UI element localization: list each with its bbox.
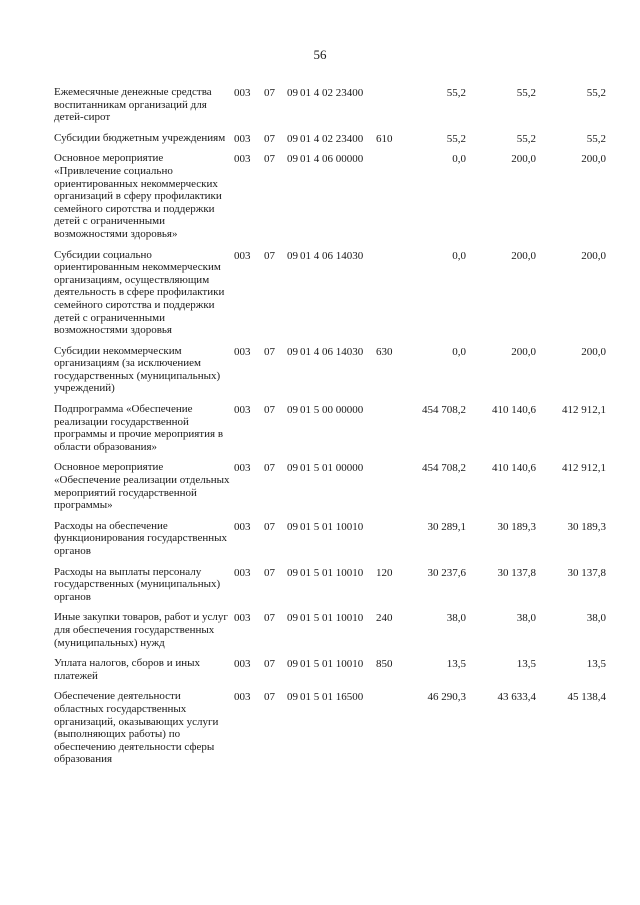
section-code: 07: [264, 658, 275, 671]
amount-year-2: 200,0: [511, 249, 536, 262]
ved-code: 003: [234, 566, 251, 579]
table-row: [54, 345, 614, 395]
subsection-code: 09: [287, 520, 298, 533]
subsection-code: 09: [287, 658, 298, 671]
amount-year-2: 30 137,8: [497, 566, 536, 579]
target-article-code: 01 5 00 00000: [300, 404, 364, 417]
subsection-code: 09: [287, 691, 298, 704]
ved-code: 003: [234, 462, 251, 475]
amount-year-3: 30 137,8: [567, 566, 606, 579]
table-row: [54, 690, 614, 766]
ved-code: 003: [234, 249, 251, 262]
table-row: [54, 403, 614, 453]
target-article-code: 01 4 06 00000: [300, 153, 364, 166]
amount-year-2: 55,2: [516, 87, 536, 99]
amount-year-2: 200,0: [511, 345, 536, 358]
amount-year-1: 55,2: [446, 87, 466, 99]
table-row: [54, 657, 614, 682]
amount-year-1: 0,0: [452, 345, 466, 358]
row-name: Субсидии некоммерческим организациям (за исключением государственных (муниципальных) учреждений): [54, 344, 221, 395]
row-name: Субсидии бюджетным учреждениям: [54, 131, 226, 144]
subsection-code: 09: [287, 404, 298, 417]
expense-type-code: 610: [376, 132, 393, 145]
subsection-code: 09: [287, 132, 298, 145]
row-name: Основное мероприятие «Привлечение социально ориентированных некоммерческих организаций в сферу профилактики семейного сиротства и поддержки детей с ограниченными возможностями здоровья»: [54, 152, 222, 240]
amount-year-1: 0,0: [452, 153, 466, 166]
amount-year-3: 412 912,1: [562, 462, 606, 475]
page-number: 56: [313, 47, 327, 62]
amount-year-1: 30 237,6: [427, 566, 466, 579]
section-code: 07: [264, 249, 275, 262]
row-name: Расходы на выплаты персоналу государственных (муниципальных) органов: [54, 565, 221, 603]
section-code: 07: [264, 132, 275, 145]
amount-year-1: 454 708,2: [422, 462, 466, 475]
amount-year-2: 13,5: [516, 658, 536, 671]
ved-code: 003: [234, 612, 251, 625]
amount-year-1: 30 289,1: [427, 520, 466, 533]
row-name: Субсидии социально ориентированным некоммерческим организациям, осуществляющим деятельность в сфере профилактики семейного сиротства и поддержки детей с ограниченными возможностями здоровья: [54, 248, 225, 337]
subsection-code: 09: [287, 462, 298, 475]
amount-year-3: 45 138,4: [567, 691, 606, 704]
table-row: [54, 520, 614, 558]
row-name: Расходы на обеспечение функционирования государственных органов: [54, 519, 228, 557]
amount-year-2: 55,2: [516, 132, 536, 145]
amount-year-1: 454 708,2: [422, 404, 466, 417]
amount-year-1: 46 290,3: [427, 691, 466, 704]
table-row: [54, 461, 614, 511]
target-article-code: 01 5 01 10010: [300, 520, 364, 533]
amount-year-1: 55,2: [446, 132, 466, 145]
row-name: Обеспечение деятельности областных государственных организаций, оказывающих услуги (выполняющих работы) по обеспечению деятельности сферы образования: [54, 690, 219, 766]
ved-code: 003: [234, 153, 251, 166]
table-row: [54, 611, 614, 649]
expense-type-code: 240: [376, 612, 393, 625]
ved-code: 003: [234, 404, 251, 417]
ved-code: 003: [234, 87, 251, 99]
amount-year-1: 13,5: [446, 658, 466, 671]
target-article-code: 01 5 01 10010: [300, 566, 364, 579]
budget-table: [54, 86, 614, 766]
section-code: 07: [264, 691, 275, 704]
row-name: Иные закупки товаров, работ и услуг для обеспечения государственных (муниципальных) нужд: [54, 611, 228, 649]
table-row: [54, 86, 614, 124]
subsection-code: 09: [287, 249, 298, 262]
subsection-code: 09: [287, 345, 298, 358]
amount-year-3: 200,0: [581, 249, 606, 262]
target-article-code: 01 5 01 10010: [300, 658, 364, 671]
section-code: 07: [264, 345, 275, 358]
amount-year-3: 38,0: [586, 612, 606, 625]
amount-year-3: 412 912,1: [562, 404, 606, 417]
amount-year-2: 410 140,6: [492, 462, 536, 475]
section-code: 07: [264, 612, 275, 625]
table-row: [54, 132, 614, 145]
ved-code: 003: [234, 345, 251, 358]
target-article-code: 01 4 06 14030: [300, 345, 364, 358]
amount-year-1: 38,0: [446, 612, 466, 625]
row-name: Ежемесячные денежные средства воспитанникам организаций для детей-сирот: [54, 86, 212, 124]
target-article-code: 01 4 02 23400: [300, 87, 364, 99]
section-code: 07: [264, 87, 275, 99]
amount-year-3: 13,5: [586, 658, 606, 671]
target-article-code: 01 4 02 23400: [300, 132, 364, 145]
amount-year-3: 200,0: [581, 153, 606, 166]
section-code: 07: [264, 566, 275, 579]
amount-year-1: 0,0: [452, 249, 466, 262]
subsection-code: 09: [287, 612, 298, 625]
row-name: Уплата налогов, сборов и иных платежей: [54, 657, 201, 682]
ved-code: 003: [234, 132, 251, 145]
amount-year-2: 43 633,4: [497, 691, 536, 704]
target-article-code: 01 5 01 16500: [300, 691, 364, 704]
amount-year-3: 55,2: [586, 132, 606, 145]
amount-year-2: 200,0: [511, 153, 536, 166]
row-name: Основное мероприятие «Обеспечение реализации отдельных мероприятий государственной программы»: [54, 461, 230, 512]
amount-year-2: 30 189,3: [497, 520, 536, 533]
expense-type-code: 630: [376, 345, 393, 358]
table-row: [54, 152, 614, 240]
target-article-code: 01 5 01 10010: [300, 612, 364, 625]
section-code: 07: [264, 404, 275, 417]
table-row: [54, 249, 614, 337]
amount-year-3: 30 189,3: [567, 520, 606, 533]
table-row: [54, 566, 614, 604]
subsection-code: 09: [287, 566, 298, 579]
section-code: 07: [264, 153, 275, 166]
amount-year-2: 38,0: [516, 612, 536, 625]
amount-year-3: 55,2: [586, 87, 606, 99]
target-article-code: 01 4 06 14030: [300, 249, 364, 262]
ved-code: 003: [234, 520, 251, 533]
target-article-code: 01 5 01 00000: [300, 462, 364, 475]
expense-type-code: 850: [376, 658, 393, 671]
expense-type-code: 120: [376, 566, 393, 579]
amount-year-3: 200,0: [581, 345, 606, 358]
amount-year-2: 410 140,6: [492, 404, 536, 417]
section-code: 07: [264, 520, 275, 533]
subsection-code: 09: [287, 87, 298, 99]
row-name: Подпрограмма «Обеспечение реализации государственной программы и прочие мероприятия в области образования»: [54, 403, 224, 453]
subsection-code: 09: [287, 153, 298, 166]
ved-code: 003: [234, 658, 251, 671]
section-code: 07: [264, 462, 275, 475]
ved-code: 003: [234, 691, 251, 704]
